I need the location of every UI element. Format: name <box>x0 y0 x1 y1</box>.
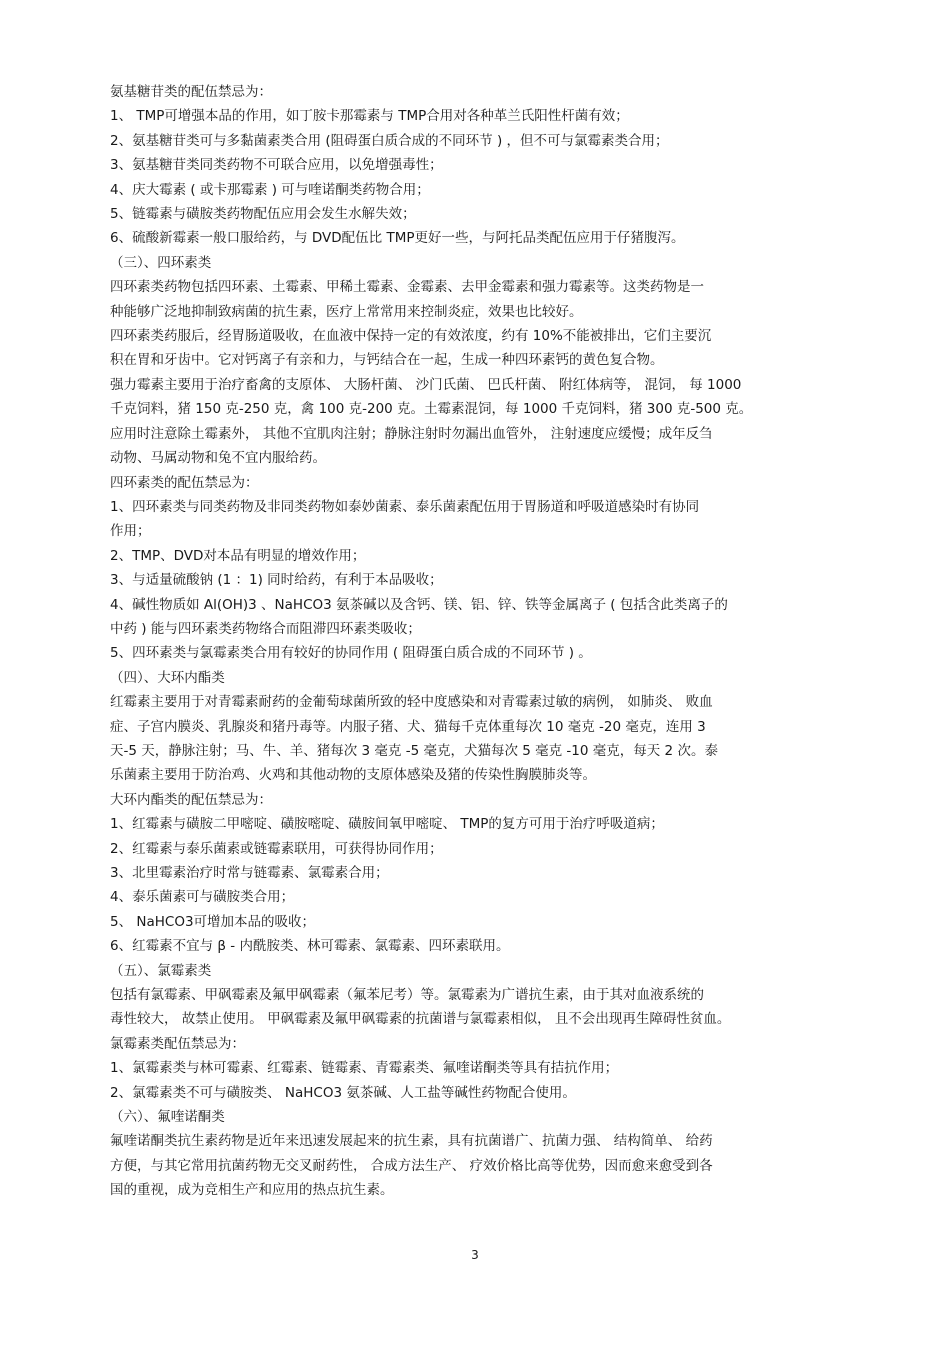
text-line: 中药 ) 能与四环素类药物络合而阻滞四环素类吸收； <box>110 620 421 637</box>
text-line: 4、庆大霉素 ( 或卡那霉素 ) 可与喹诺酮类药物合用； <box>110 181 430 198</box>
text-line: 1、红霉素与磺胺二甲嘧啶、磺胺嘧啶、磺胺间氧甲嘧啶、 TMP的复方可用于治疗呼吸道病； <box>110 816 664 833</box>
text-line: 3、与适量硫酸钠 (1 ：1) 同时给药，有利于本品吸收； <box>110 572 443 589</box>
text-line: 作用； <box>110 523 151 540</box>
text-line: 毒性较大， 故禁止使用。 甲砜霉素及氟甲砜霉素的抗菌谱与氯霉素相似， 且不会出现再生障碍性贫血。 <box>110 1011 731 1028</box>
text-line: 氨基糖苷类的配伍禁忌为： <box>110 84 272 100</box>
text-line: 积在胃和牙齿中。它对钙离子有亲和力，与钙结合在一起，生成一种四环素钙的黄色复合物。 <box>110 352 664 369</box>
text-line: 症、子宫内膜炎、乳腺炎和猪丹毒等。内服子猪、犬、猫每千克体重每次 10 毫克 -20 毫克，连用 3 <box>110 718 706 735</box>
text-line: 4、泰乐菌素可与磺胺类合用； <box>110 889 295 906</box>
text-line: 氟喹诺酮类抗生素药物是近年来迅速发展起来的抗生素，具有抗菌谱广、抗菌力强、 结构简单、 给药 <box>110 1133 713 1150</box>
section-heading: （五）、氯霉素类 <box>110 962 212 979</box>
text-line: 应用时注意除土霉素外， 其他不宜肌肉注射；静脉注射时勿漏出血管外， 注射速度应缓慢；成年反刍 <box>110 425 713 442</box>
text-line: 5、四环素类与氯霉素类合用有较好的协同作用 ( 阻碍蛋白质合成的不同环节 ) 。 <box>110 645 592 662</box>
text-line: 强力霉素主要用于治疗畜禽的支原体、 大肠杆菌、 沙门氏菌、 巴氏杆菌、 附红体病等， 混饲， 每 1000 <box>110 376 742 393</box>
text-line: 2、红霉素与泰乐菌素或链霉素联用，可获得协同作用； <box>110 840 443 857</box>
text-line: 红霉素主要用于对青霉素耐药的金葡萄球菌所致的轻中度感染和对青霉素过敏的病例， 如肺炎、 败血 <box>110 694 713 711</box>
text-line: 四环素类药物包括四环素、土霉素、甲稀土霉素、金霉素、去甲金霉素和强力霉素等。这类药物是一 <box>110 279 704 296</box>
text-line: 6、红霉素不宜与 β - 内酰胺类、林可霉素、氯霉素、四环素联用。 <box>110 938 510 955</box>
text-line: 1、四环素类与同类药物及非同类药物如泰妙菌素、泰乐菌素配伍用于胃肠道和呼吸道感染时有协同 <box>110 498 700 515</box>
text-line: 2、氯霉素类不可与磺胺类、 NaHCO3 氨茶碱、人工盐等碱性药物配合使用。 <box>110 1084 576 1101</box>
text-line: 3、北里霉素治疗时常与链霉素、氯霉素合用； <box>110 865 389 881</box>
text-line: 方便，与其它常用抗菌药物无交叉耐药性， 合成方法生产、 疗效价格比高等优势，因而愈来愈受到各 <box>110 1157 713 1174</box>
document-body <box>110 80 838 1203</box>
text-line: 国的重视，成为竞相生产和应用的热点抗生素。 <box>110 1182 394 1199</box>
text-line: 4、碱性物质如 Al(OH)3 、NaHCO3 氨茶碱以及含钙、镁、铝、锌、铁等金属离子 ( 包括含此类离子的 <box>110 596 728 613</box>
text-line: 1、氯霉素类与林可霉素、红霉素、链霉素、青霉素类、氟喹诺酮类等具有拮抗作用； <box>110 1060 619 1077</box>
page-number: 3 <box>471 1248 479 1262</box>
text-line: 1、 TMP可增强本品的作用，如丁胺卡那霉素与 TMP合用对各种革兰氏阳性杆菌有效； <box>110 108 629 125</box>
section-heading: （四）、大环内酯类 <box>110 669 225 686</box>
text-line: 天-5 天，静脉注射；马、牛、羊、猪每次 3 毫克 -5 毫克，犬猫每次 5 毫克 -10 毫克，每天 2 次。泰 <box>110 742 718 759</box>
text-line: 大环内酯类的配伍禁忌为： <box>110 791 272 808</box>
text-line: 2、TMP、DVD对本品有明显的增效作用； <box>110 547 366 564</box>
text-line: 千克饲料，猪 150 克-250 克，禽 100 克-200 克。土霉素混饲，每 1000 千克饲料，猪 300 克-500 克。 <box>110 401 753 418</box>
section-heading: （三）、四环素类 <box>110 254 212 271</box>
text-line: 四环素类药服后，经胃肠道吸收，在血液中保持一定的有效浓度，约有 10%不能被排出，它们主要沉 <box>110 328 712 345</box>
text-line: 动物、马属动物和兔不宜内服给药。 <box>110 450 326 467</box>
text-line: 四环素类的配伍禁忌为： <box>110 474 259 491</box>
text-line: 乐菌素主要用于防治鸡、火鸡和其他动物的支原体感染及猪的传染性胸膜肺炎等。 <box>110 767 596 784</box>
text-line: 2、氨基糖苷类可与多黏菌素类合用 (阻碍蛋白质合成的不同环节 ) ，但不可与氯霉素类合用； <box>110 132 669 149</box>
text-line: 5、链霉素与磺胺类药物配伍应用会发生水解失效； <box>110 206 416 223</box>
text-line: 种能够广泛地抑制致病菌的抗生素，医疗上常常用来控制炎症，效果也比较好。 <box>110 303 583 320</box>
text-line: 3、氨基糖苷类同类药物不可联合应用，以免增强毒性； <box>110 157 443 174</box>
text-line: 包括有氯霉素、甲砜霉素及氟甲砜霉素（氟苯尼考）等。氯霉素为广谱抗生素，由于其对血液系统的 <box>110 987 704 1004</box>
text-line: 氯霉素类配伍禁忌为： <box>110 1035 245 1052</box>
text-line: 6、硫酸新霉素一般口服给药，与 DVD配伍比 TMP更好一些，与阿托品类配伍应用于仔猪腹泻。 <box>110 230 685 247</box>
text-line: 5、 NaHCO3可增加本品的吸收； <box>110 913 316 930</box>
section-heading: （六）、氟喹诺酮类 <box>110 1109 225 1126</box>
